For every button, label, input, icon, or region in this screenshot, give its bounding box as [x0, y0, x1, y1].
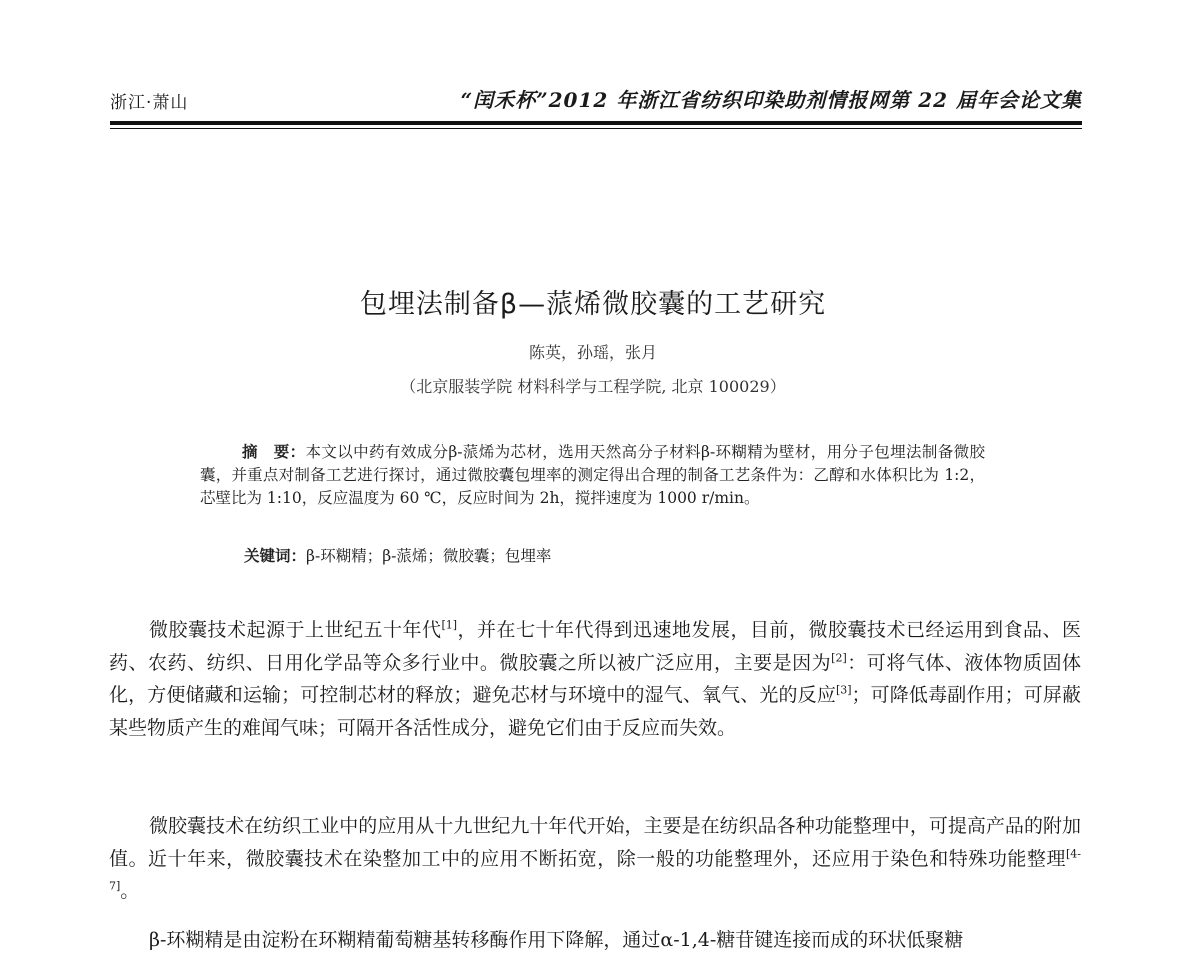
body-text: 。 [120, 880, 140, 902]
abstract-label: 摘 要： [242, 442, 306, 461]
citation-ref: [2] [831, 651, 847, 665]
author-list: 陈英，孙瑶，张月 [528, 343, 657, 362]
paper-title: 包埋法制备β—蒎烯微胶囊的工艺研究 [359, 289, 827, 320]
keywords [244, 544, 551, 566]
running-header-location: 浙江·萧山 [110, 93, 189, 113]
citation-ref: [1] [441, 618, 458, 632]
keywords-text: β-环糊精；β-蒎烯；微胶囊；包埋率 [306, 547, 552, 565]
header-rule-thick [110, 121, 1082, 125]
citation-ref: [3] [835, 683, 852, 697]
header-rule-thin [110, 128, 1082, 129]
body-paragraph-1 [109, 614, 1081, 744]
abstract [200, 440, 985, 510]
abstract-text: 本文以中药有效成分β-蒎烯为芯材，选用天然高分子材料β-环糊精为壁材，用分子包埋法制备微胶囊，并重点对制备工艺进行探讨，通过微胶囊包埋率的测定得出合理的制备工艺条件为：乙醇和水体积比为 1:2，芯壁比为 1:10，反应温度为 60 ℃，反应时间为 2h，搅拌速度为 1000 r/min。 [200, 443, 985, 507]
body-text: ，并在七十年代得到迅速地发展，目前，微胶囊技术已经运用到食品、医药、农药、纺织、日用化学品等众多行业中。微胶囊之所以被广泛应用，主要是因为 [109, 619, 1081, 674]
body-text: 微胶囊技术在纺织工业中的应用从十九世纪九十年代开始，主要是在纺织品各种功能整理中，可提高产品的附加值。近十年来，微胶囊技术在染整加工中的应用不断拓宽，除一般的功能整理外，还应用于染色和特殊功能整理 [109, 815, 1081, 870]
body-text: 微胶囊技术起源于上世纪五十年代 [149, 619, 442, 641]
running-header-proceedings: “闰禾杯”2012 年浙江省纺织印染助剂情报网第 22 届年会论文集 [460, 88, 1082, 112]
body-text: ：可将气体、液体物质固体化，方便储藏和运输；可控制芯材的释放；避免芯材与环境中的湿气、氧气、光的反应 [109, 651, 1081, 706]
keywords-label: 关键词： [244, 546, 307, 565]
body-paragraph-3: β-环糊精是由淀粉在环糊精葡萄糖基转移酶作用下降解，通过α-1,4-糖苷键连接而成的环状低聚糖 [149, 929, 964, 951]
body-paragraph-2 [109, 810, 1081, 908]
body-text: ；可降低毒副作用；可屏蔽某些物质产生的难闻气味；可隔开各活性成分，避免它们由于反应而失效。 [109, 684, 1081, 739]
citation-ref: [4-7] [109, 847, 1081, 893]
affiliation: （北京服装学院 材料科学与工程学院, 北京 100029） [400, 377, 786, 396]
